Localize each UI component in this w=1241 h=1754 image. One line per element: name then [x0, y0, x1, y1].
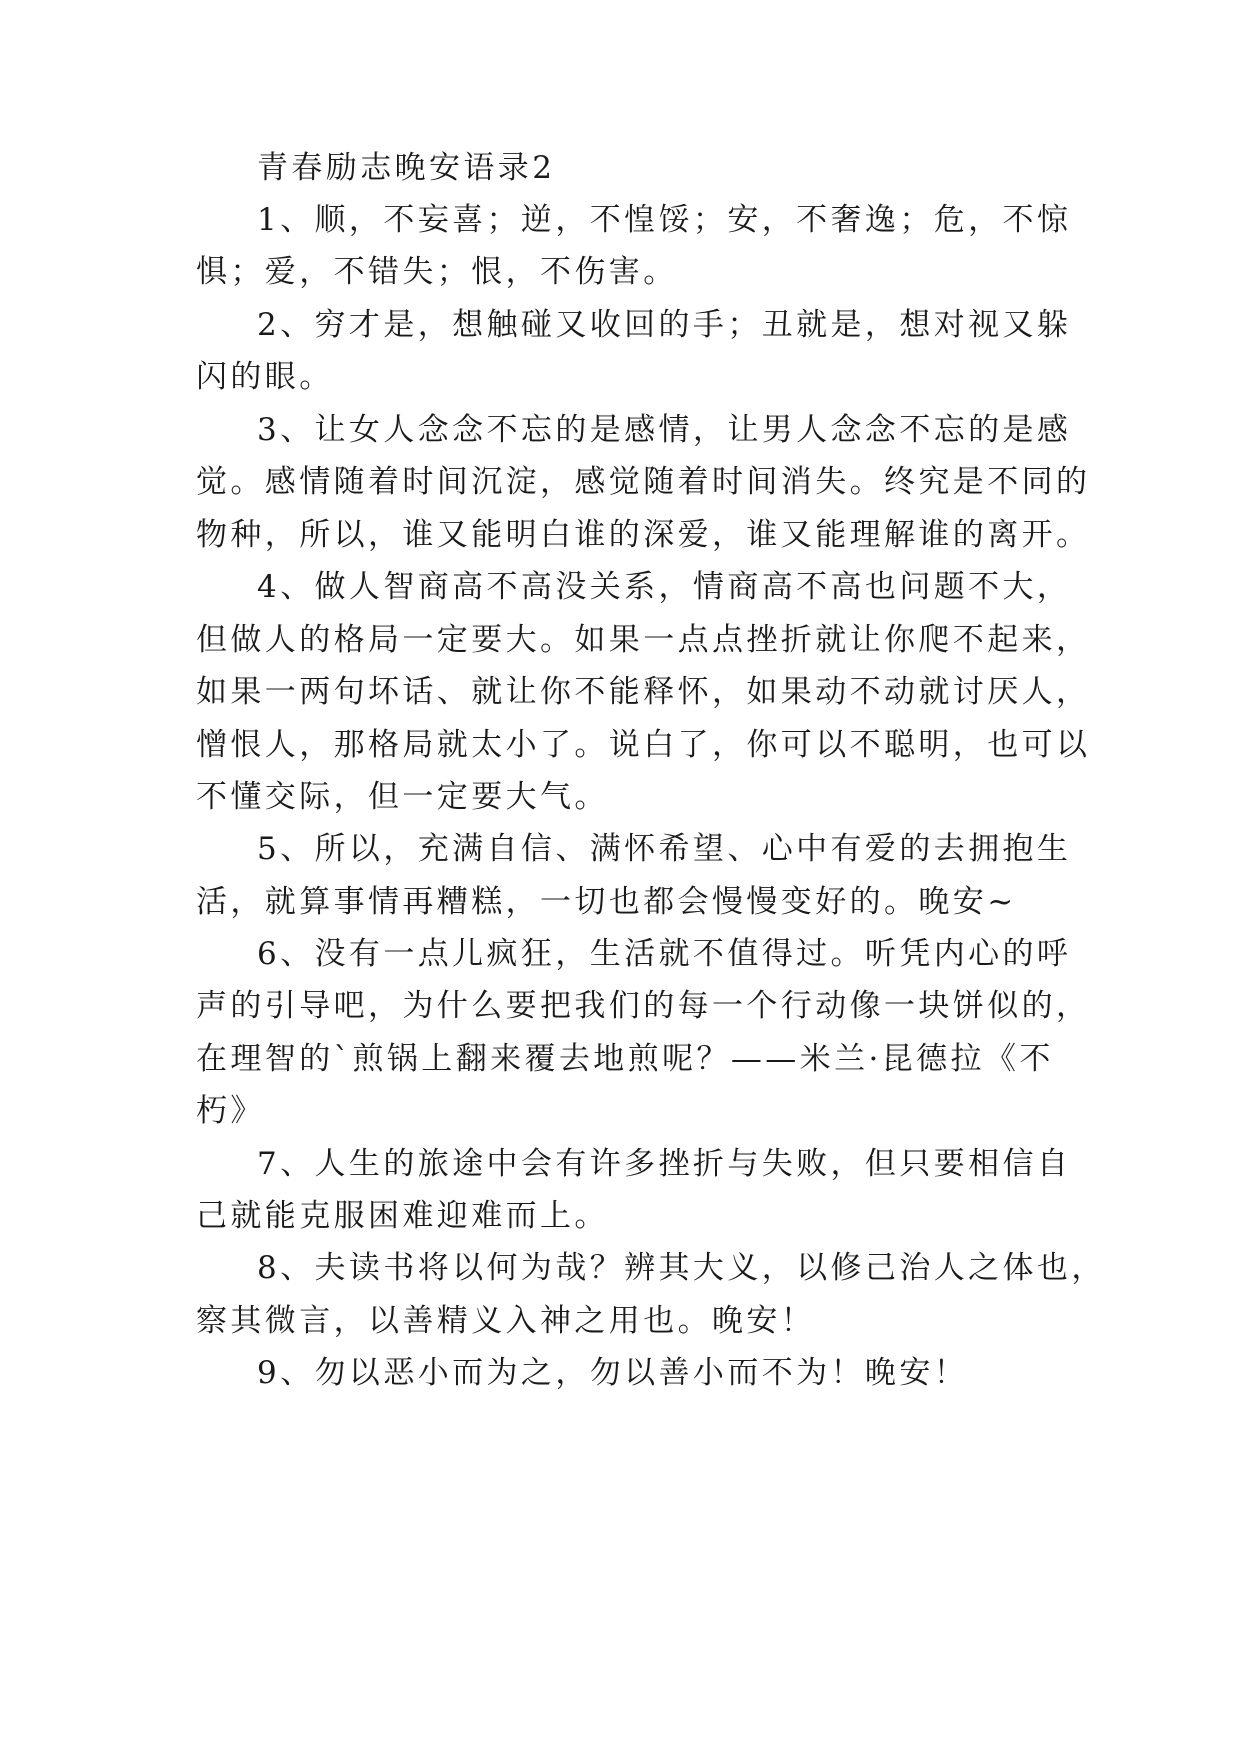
paragraph-line: 惧；爱，不错失；恨，不伤害。 — [196, 254, 678, 290]
document-title: 青春励志晚安语录2 — [257, 150, 556, 186]
paragraph-line: 7、人生的旅途中会有许多挫折与失败，但只要相信自 — [257, 1146, 1072, 1182]
paragraph-line: 不懂交际，但一定要大气。 — [196, 779, 609, 815]
paragraph-line: 8、夫读书将以何为哉？辨其大义，以修己治人之体也， — [257, 1250, 1106, 1286]
paragraph-line: 6、没有一点儿疯狂，生活就不值得过。听凭内心的呼 — [257, 936, 1072, 972]
paragraph-line: 4、做人智商高不高没关系，情商高不高也问题不大， — [257, 569, 1072, 605]
paragraph-line: 活，就算事情再糟糕，一切也都会慢慢变好的。晚安~ — [196, 884, 1017, 920]
paragraph-line: 闪的眼。 — [196, 359, 334, 395]
paragraph-line: 但做人的格局一定要大。如果一点点挫折就让你爬不起来， — [196, 622, 1091, 658]
paragraph-line: 1、顺，不妄喜；逆，不惶馁；安，不奢逸；危，不惊 — [257, 202, 1072, 238]
paragraph-line: 9、勿以恶小而为之，勿以善小而不为！晚安！ — [257, 1355, 969, 1391]
paragraph-line: 憎恨人，那格局就太小了。说白了，你可以不聪明，也可以 — [196, 727, 1091, 763]
paragraph-line: 3、让女人念念不忘的是感情，让男人念念不忘的是感 — [257, 412, 1072, 448]
paragraph-line: 觉。感情随着时间沉淀，感觉随着时间消失。终究是不同的 — [196, 464, 1091, 500]
paragraph-line: 2、穷才是，想触碰又收回的手；丑就是，想对视又躲 — [257, 307, 1072, 343]
paragraph-line: 如果一两句坏话、就让你不能释怀，如果动不动就讨厌人， — [196, 674, 1091, 710]
paragraph-line: 在理智的`煎锅上翻来覆去地煎呢？——米兰·昆德拉《不 — [196, 1041, 1054, 1077]
paragraph-line: 察其微言，以善精义入神之用也。晚安！ — [196, 1303, 816, 1339]
paragraph-line: 5、所以，充满自信、满怀希望、心中有爱的去拥抱生 — [257, 831, 1072, 867]
paragraph-line: 物种，所以，谁又能明白谁的深爱，谁又能理解谁的离开。 — [196, 517, 1091, 553]
paragraph-line: 朽》 — [196, 1093, 265, 1129]
paragraph-line: 声的引导吧，为什么要把我们的每一个行动像一块饼似的， — [196, 988, 1091, 1024]
paragraph-line: 己就能克服困难迎难而上。 — [196, 1198, 609, 1234]
